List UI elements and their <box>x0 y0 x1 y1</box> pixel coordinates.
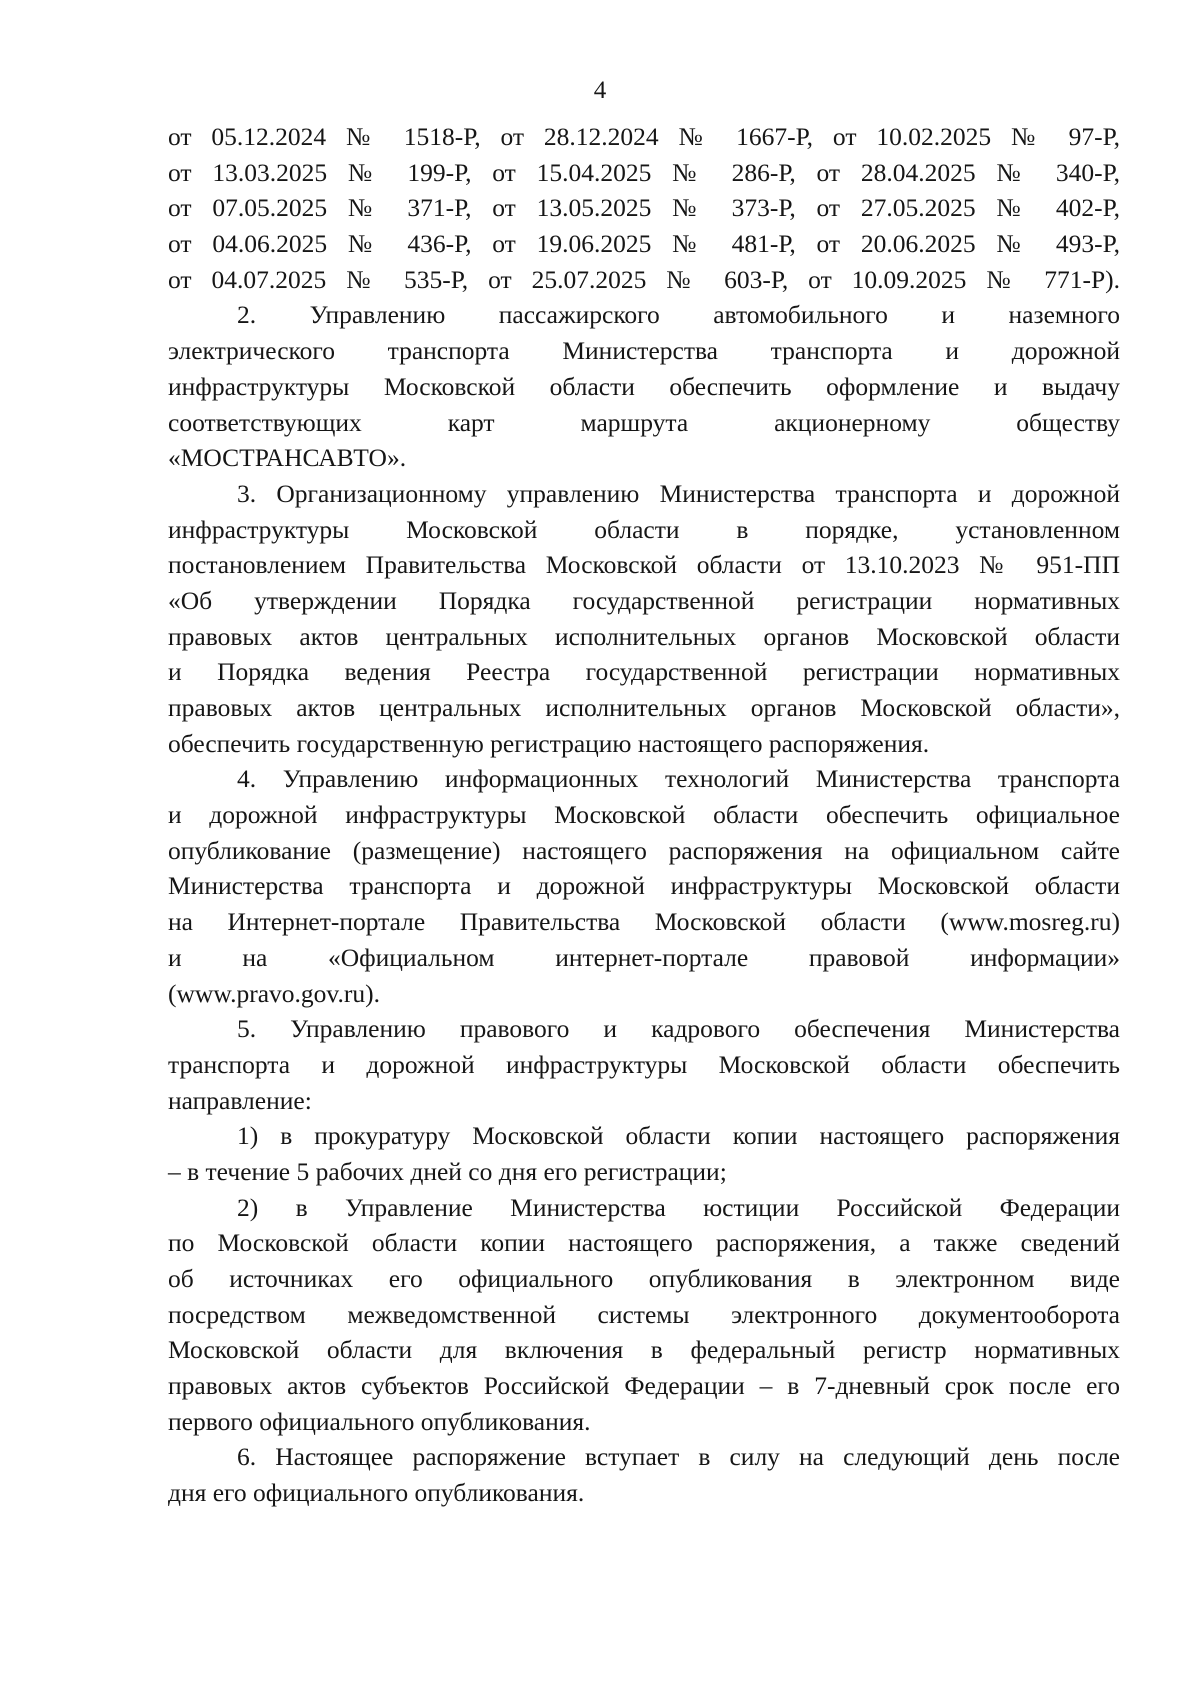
text-line: правовых актов центральных исполнительных органов Московской области <box>168 621 1120 651</box>
text-line: на Интернет-портале Правительства Московской области (www.mosreg.ru) <box>168 907 1120 937</box>
text-line: 6. Настоящее распоряжение вступает в силу на следующий день после <box>237 1442 1120 1472</box>
text-line: соответствующих карт маршрута акционерному обществу <box>168 407 1120 437</box>
paragraph-subitem-5-2 <box>168 1190 1120 1440</box>
text-line: электрического транспорта Министерства транспорта и дорожной <box>168 336 1120 366</box>
text-line: Московской области для включения в федеральный регистр нормативных <box>168 1335 1120 1365</box>
page-number: 4 <box>593 77 607 104</box>
text-line: от 13.03.2025 № 199-Р, от 15.04.2025 № 286-Р, от 28.04.2025 № 340-Р, <box>168 157 1120 187</box>
text-line: постановлением Правительства Московской области от 13.10.2023 № 951-ПП <box>168 550 1120 580</box>
paragraph-amendments-list <box>168 119 1120 297</box>
paragraph-item-4 <box>168 761 1120 1011</box>
text-line: 4. Управлению информационных технологий Министерства транспорта <box>237 764 1120 794</box>
text-line: (www.pravo.gov.ru). <box>168 978 380 1008</box>
text-line: первого официального опубликования. <box>168 1406 591 1436</box>
paragraph-item-2 <box>168 297 1120 475</box>
text-line: «Об утверждении Порядка государственной регистрации нормативных <box>168 585 1120 615</box>
text-line: 5. Управлению правового и кадрового обеспечения Министерства <box>237 1014 1120 1044</box>
text-line: «МОСТРАНСАВТО». <box>168 443 407 473</box>
text-line: Министерства транспорта и дорожной инфраструктуры Московской области <box>168 871 1120 901</box>
text-line: посредством межведомственной системы электронного документооборота <box>168 1299 1120 1329</box>
text-line: дня его официального опубликования. <box>168 1478 585 1508</box>
text-line: от 07.05.2025 № 371-Р, от 13.05.2025 № 373-Р, от 27.05.2025 № 402-Р, <box>168 193 1120 223</box>
text-line: об источниках его официального опубликования в электронном виде <box>168 1264 1120 1293</box>
text-line: 3. Организационному управлению Министерства транспорта и дорожной <box>237 478 1120 508</box>
text-line: транспорта и дорожной инфраструктуры Московской области обеспечить <box>168 1049 1120 1079</box>
document-body <box>168 119 1120 1511</box>
text-line: 2. Управлению пассажирского автомобильного и наземного <box>237 300 1120 330</box>
text-line: по Московской области копии настоящего распоряжения, а также сведений <box>168 1228 1120 1258</box>
text-line: и дорожной инфраструктуры Московской области обеспечить официальное <box>168 800 1120 830</box>
paragraph-item-5 <box>168 1011 1120 1118</box>
paragraph-item-6 <box>168 1439 1120 1510</box>
text-line: и на «Официальном интернет-портале правовой информации» <box>168 942 1120 972</box>
text-line: инфраструктуры Московской области в порядке, установленном <box>168 514 1120 544</box>
text-line: правовых актов центральных исполнительных органов Московской области», <box>168 693 1120 722</box>
text-line: от 05.12.2024 № 1518-Р, от 28.12.2024 № 1667-Р, от 10.02.2025 № 97-Р, <box>168 122 1120 151</box>
text-line: опубликование (размещение) настоящего распоряжения на официальном сайте <box>168 835 1120 865</box>
text-line: обеспечить государственную регистрацию настоящего распоряжения. <box>168 728 930 758</box>
text-line: – в течение 5 рабочих дней со дня его регистрации; <box>168 1156 727 1186</box>
text-line: инфраструктуры Московской области обеспечить оформление и выдачу <box>168 371 1120 401</box>
text-line: от 04.06.2025 № 436-Р, от 19.06.2025 № 481-Р, от 20.06.2025 № 493-Р, <box>168 229 1120 259</box>
text-line: 1) в прокуратуру Московской области копии настоящего распоряжения <box>237 1121 1120 1151</box>
paragraph-subitem-5-1 <box>168 1118 1120 1189</box>
text-line: направление: <box>168 1085 312 1115</box>
text-line: и Порядка ведения Реестра государственной регистрации нормативных <box>168 657 1120 687</box>
paragraph-item-3 <box>168 476 1120 762</box>
text-line: от 04.07.2025 № 535-Р, от 25.07.2025 № 603-Р, от 10.09.2025 № 771-Р). <box>168 264 1120 294</box>
text-line: 2) в Управление Министерства юстиции Российской Федерации <box>237 1192 1120 1222</box>
text-line: правовых актов субъектов Российской Федерации – в 7-дневный срок после его <box>168 1371 1120 1401</box>
